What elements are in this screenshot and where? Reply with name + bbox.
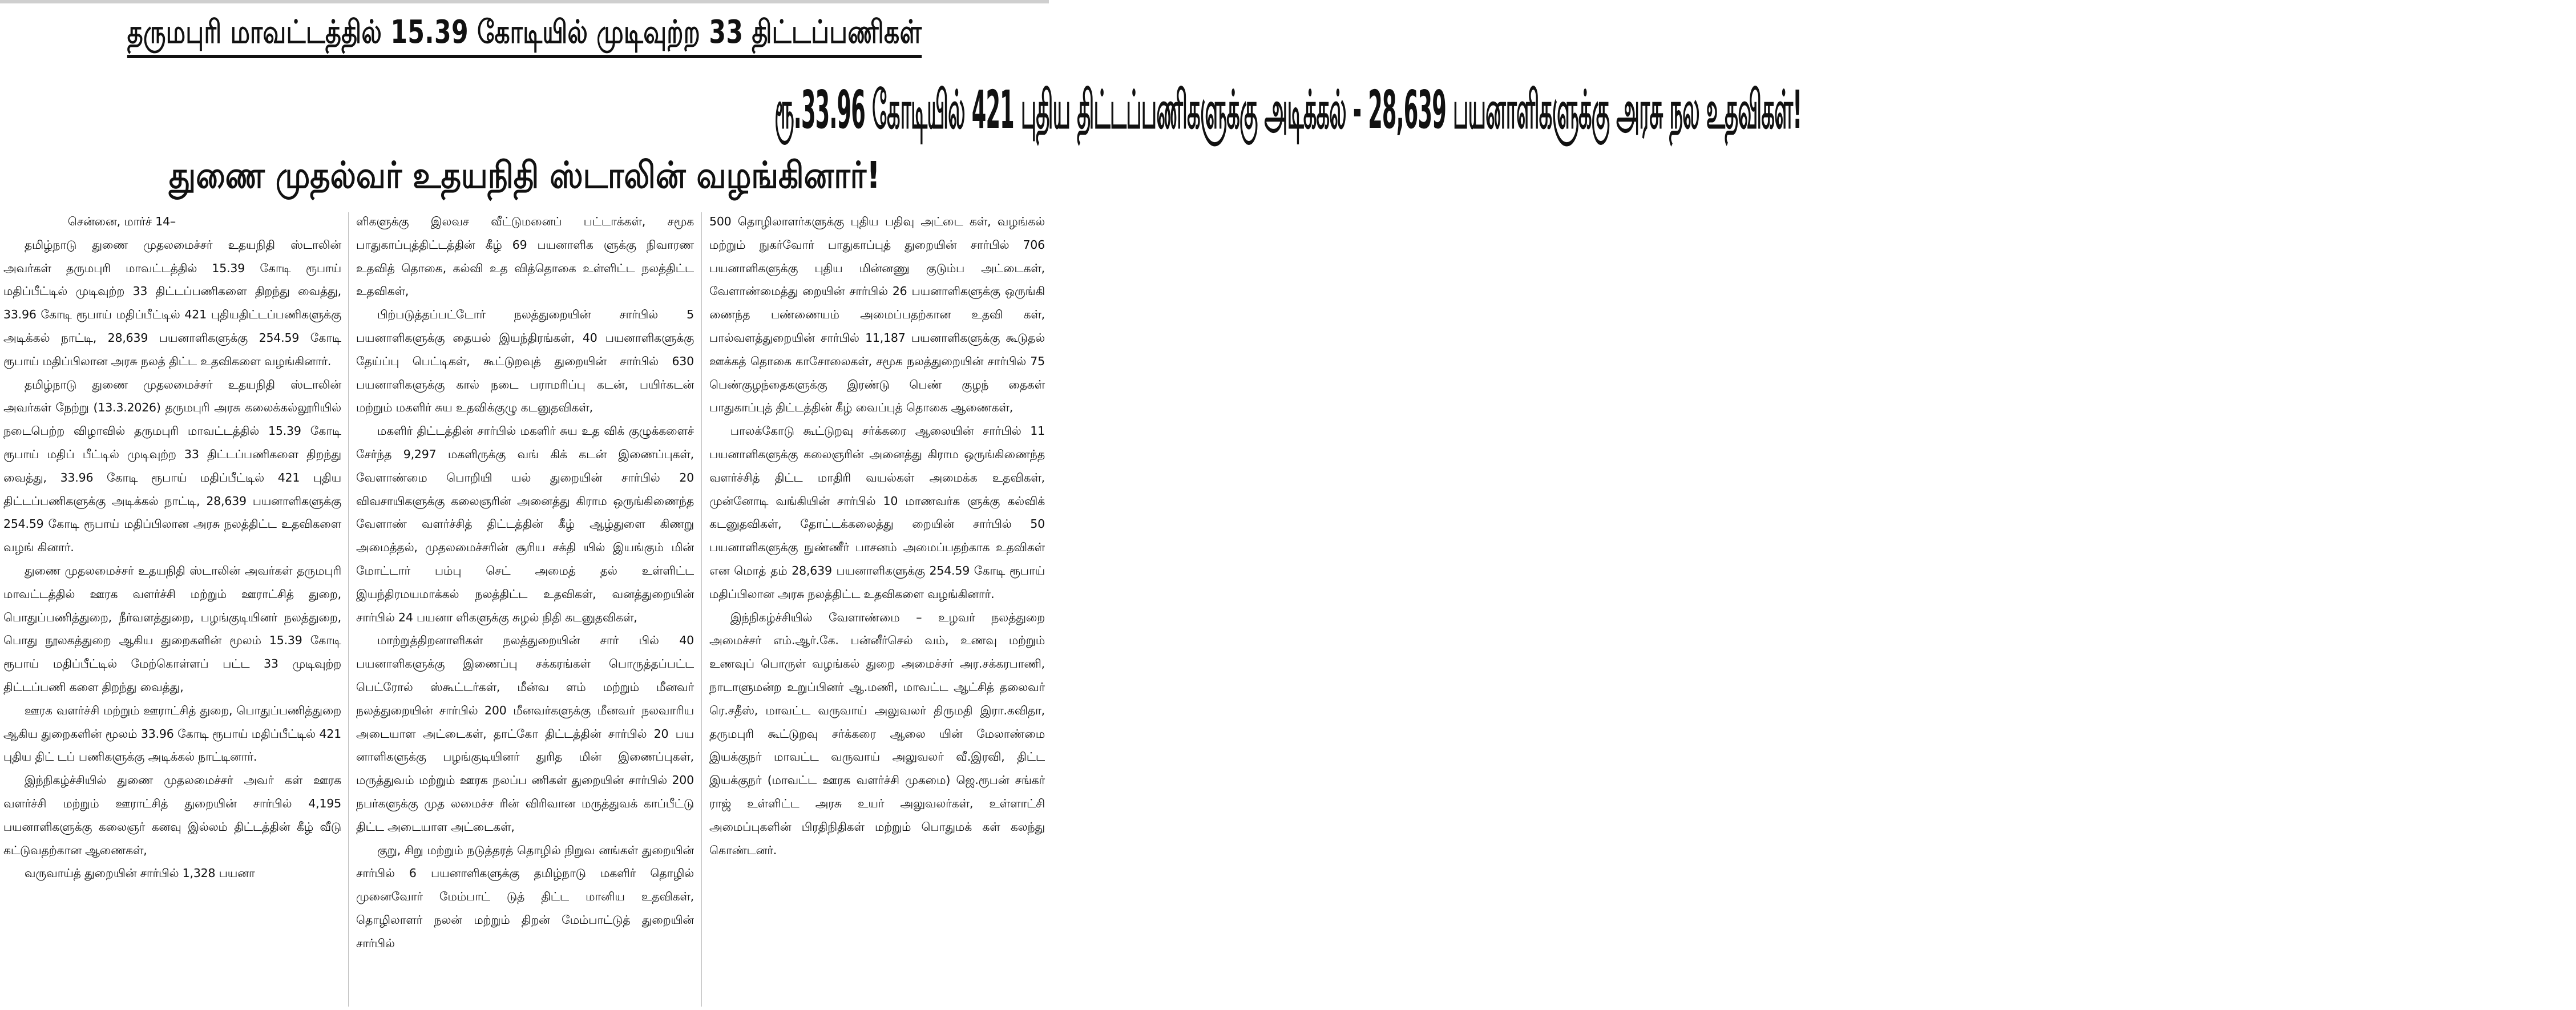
article-paragraph: தமிழ்நாடு துணை முதலமைச்சர் உதயநிதி ஸ்டாலின் அவர்கள் தருமபுரி மாவட்டத்தில் 15.39 கோடி ரூபாய் மதிப்பீட்டில் முடிவுற்ற 33 திட்டப்பணிகளை திறந்து வைத்து, 33.96 கோடி ரூபாய் மதிப்பீட்டில் 421 புதியதிட்டப்பணிகளுக்கு அடிக்கல் நாட்டி, 28,639 பயனாளிகளுக்கு 254.59 கோடி ரூபாய் மதிப்பிலான அரசு நலத் திட்ட உதவிகளை வழங்கினார்.: [3, 237, 341, 368]
article-column-2: [356, 210, 694, 1009]
top-border: [0, 0, 1049, 3]
article-paragraph: தமிழ்நாடு துணை முதலமைச்சர் உதயநிதி ஸ்டாலின் அவர்கள் நேற்று (13.3.2026) தருமபுரி அரசு கலைக்கல்லூரியில் நடைபெற்ற விழாவில் தருமபுரி மாவட்டத்தில் 15.39 கோடி ரூபாய் மதிப் பீட்டில் முடிவுற்ற 33 திட்டப்பணிகளை திறந்து வைத்து, 33.96 கோடி ரூபாய் மதிப்பீட்டில் 421 புதிய திட்டப்பணிகளுக்கு அடிக்கல் நாட்டி, 28,639 பயனாளிகளுக்கு 254.59 கோடி ரூபாய் மதிப்பிலான அரசு நலத்திட்ட உதவிகளை வழங் கினார்.: [3, 377, 341, 555]
article-paragraph: பாலக்கோடு கூட்டுறவு சர்க்கரை ஆலையின் சார்பில் 11 பயனாளிகளுக்கு கலைஞரின் அனைத்து கிராம ஒருங்கிணைந்த வளர்ச்சித் திட்ட மாதிரி வயல்கள் அமைக்க உதவிகள், முன்னோடி வங்கியின் சார்பில் 10 மாணவர்க ளுக்கு கல்விக் கடனுதவிகள், தோட்டக்கலைத்து றையின் சார்பில் 50 பயனாளிகளுக்கு நுண்ணீர் பாசனம் அமைப்பதற்காக உதவிகள் என மொத் தம் 28,639 பயனாளிகளுக்கு 254.59 கோடி ரூபாய் மதிப்பிலான அரசு நலத்திட்ட உதவிகளை வழங்கினார்.: [709, 424, 1045, 601]
column-divider: [701, 212, 702, 1007]
article-column-3: [709, 210, 1045, 1009]
article-paragraph: வருவாய்த் துறையின் சார்பில் 1,328 பயனா: [24, 866, 255, 880]
article-paragraph: துணை முதலமைச்சர் உதயநிதி ஸ்டாலின் அவர்கள் தருமபுரி மாவட்டத்தில் ஊரக வளர்ச்சி மற்றும் ஊராட்சித் துறை, பொதுப்பணித்துறை, நீர்வளத்துறை, பழங்குடியினர் நலத்துறை, பொது நூலகத்துறை ஆகிய துறைகளின் மூலம் 15.39 கோடி ரூபாய் மதிப்பீட்டில் மேற்கொள்ளப் பட்ட 33 முடிவுற்ற திட்டப்பணி களை திறந்து வைத்து,: [3, 563, 341, 694]
headline-main-text: ரூ.33.96 கோடியில் 421 புதிய திட்டப்பணிகளுக்கு அடிக்கல் - 28,639 பயனாளிகளுக்கு அரசு நல உதவிகள்!: [774, 79, 1802, 140]
article-paragraph: 500 தொழிலாளர்களுக்கு புதிய பதிவு அட்டை கள், வழங்கல் மற்றும் நுகர்வோர் பாதுகாப்புத் துறையின் சார்பில் 706 பயனாளிகளுக்கு புதிய மின்னணு குடும்ப அட்டைகள், வேளாண்மைத்து றையின் சார்பில் 26 பயனாளிகளுக்கு ஒருங்கி ணைந்த பண்ணையம் அமைப்பதற்கான உதவி கள், பால்வளத்துறையின் சார்பில் 11,187 பயனாளிகளுக்கு கூடுதல் ஊக்கத் தொகை காசோலைகள், சமூக நலத்துறையின் சார்பில் 75 பெண்குழந்தைகளுக்கு இரண்டு பெண் குழந் தைகள் பாதுகாப்புத் திட்டத்தின் கீழ் வைப்புத் தொகை ஆணைகள்,: [709, 215, 1045, 415]
headline-top: [0, 10, 1049, 55]
headline-sub-text: துணை முதல்வர் உதயநிதி ஸ்டாலின் வழங்கினார்!: [168, 155, 881, 197]
article-paragraph: பிற்படுத்தப்பட்டோர் நலத்துறையின் சார்பில் 5 பயனாளிகளுக்கு தையல் இயந்திரங்கள், 40 பயனாளிகளுக்கு தேய்ப்பு பெட்டிகள், கூட்டுறவுத் துறையின் சார்பில் 630 பயனாளிகளுக்கு கால் நடை பராமரிப்பு கடன், பயிர்கடன் மற்றும் மகளிர் சுய உதவிக்குழு கடனுதவிகள்,: [356, 308, 694, 415]
article-paragraph: இந்நிகழ்ச்சியில் வேளாண்மை – உழவர் நலத்துறை அமைச்சர் எம்.ஆர்.கே. பன்னீர்செல் வம், உணவு மற்றும் உணவுப் பொருள் வழங்கல் துறை அமைச்சர் அர.சக்கரபாணி, நாடாளுமன்ற உறுப்பினர் ஆ.மணி, மாவட்ட ஆட்சித் தலைவர் ரெ.சதீஸ், மாவட்ட வருவாய் அலுவலர் திருமதி இரா.கவிதா, தருமபுரி கூட்டுறவு சர்க்கரை ஆலை யின் மேலாண்மை இயக்குநர் மாவட்ட வருவாய் அலுவலர் வீ.இரவி, திட்ட இயக்குநர் (மாவட்ட ஊரக வளர்ச்சி முகமை) ஜெ.ரூபன் சங்கர் ராஜ் உள்ளிட்ட அரசு உயர் அலுவலர்கள், உள்ளாட்சி அமைப்புகளின் பிரதிநிதிகள் மற்றும் பொதுமக் கள் கலந்து கொண்டனர்.: [709, 610, 1045, 857]
headline-sub: [0, 147, 1049, 204]
article-paragraph: ளிகளுக்கு இலவச வீட்டுமனைப் பட்டாக்கள், சமூக பாதுகாப்புத்திட்டத்தின் கீழ் 69 பயனாளிக ளுக்கு நிவாரண உதவித் தொகை, கல்வி உத வித்தொகை உள்ளிட்ட நலத்திட்ட உதவிகள்,: [356, 215, 694, 298]
article-paragraph: குறு, சிறு மற்றும் நடுத்தரத் தொழில் நிறுவ னங்கள் துறையின் சார்பில் 6 பயனாளிகளுக்கு தமிழ்நாடு மகளிர் தொழில் முனைவோர் மேம்பாட் டுத் திட்ட மானிய உதவிகள், தொழிலாளர் நலன் மற்றும் திறன் மேம்பாட்டுத் துறையின் சார்பில்: [356, 843, 694, 950]
headline-top-text: தருமபுரி மாவட்டத்தில் 15.39 கோடியில் முடிவுற்ற 33 திட்டப்பணிகள்: [127, 10, 922, 58]
article-paragraph: இந்நிகழ்ச்சியில் துணை முதலமைச்சர் அவர் கள் ஊரக வளர்ச்சி மற்றும் ஊராட்சித் துறையின் சார்பில் 4,195 பயனாளிகளுக்கு கலைஞர் கனவு இல்லம் திட்டத்தின் கீழ் வீடு கட்டுவதற்கான ஆணைகள்,: [3, 773, 341, 857]
article-paragraph: ஊரக வளர்ச்சி மற்றும் ஊராட்சித் துறை, பொதுப்பணித்துறை ஆகிய துறைகளின் மூலம் 33.96 கோடி ரூபாய் மதிப்பீட்டில் 421 புதிய திட் டப் பணிகளுக்கு அடிக்கல் நாட்டினார்.: [3, 703, 341, 764]
headline-main: [0, 73, 1802, 147]
article-column-1: [3, 210, 341, 1009]
article-paragraph: மகளிர் திட்டத்தின் சார்பில் மகளிர் சுய உத விக் குழுக்களைச் சேர்ந்த 9,297 மகளிருக்கு வங் கிக் கடன் இணைப்புகள், வேளாண்மை பொறியி யல் துறையின் சார்பில் 20 விவசாயிகளுக்கு கலைஞரின் அனைத்து கிராம ஒருங்கிணைந்த வேளாண் வளர்ச்சித் திட்டத்தின் கீழ் ஆழ்துளை கிணறு அமைத்தல், முதலமைச்சரின் சூரிய சக்தி யில் இயங்கும் மின் மோட்டார் பம்பு செட் அமைத் தல் உள்ளிட்ட இயந்திரமயமாக்கல் நலத்திட்ட உதவிகள், வனத்துறையின் சார்பில் 24 பயனா ளிகளுக்கு சுழல் நிதி கடனுதவிகள்,: [356, 424, 694, 624]
article-paragraph: மாற்றுத்திறனாளிகள் நலத்துறையின் சார் பில் 40 பயனாளிகளுக்கு இணைப்பு சக்கரங்கள் பொருத்தப்பட்ட பெட்ரோல் ஸ்கூட்டர்கள், மீன்வ ளம் மற்றும் மீனவர் நலத்துறையின் சார்பில் 200 மீனவர்களுக்கு மீனவர் நலவாரிய அடையாள அட்டைகள், தாட்கோ திட்டத்தின் சார்பில் 20 பய னாளிகளுக்கு பழங்குடியினர் துரித மின் இணைப்புகள், மருத்துவம் மற்றும் ஊரக நலப்ப ணிகள் துறையின் சார்பில் 200 நபர்களுக்கு முத லமைச்ச ரின் விரிவான மருத்துவக் காப்பீட்டு திட்ட அடையாள அட்டைகள்,: [356, 633, 694, 834]
column-divider: [348, 212, 349, 1007]
dateline: சென்னை, மார்ச் 14–: [67, 215, 176, 228]
